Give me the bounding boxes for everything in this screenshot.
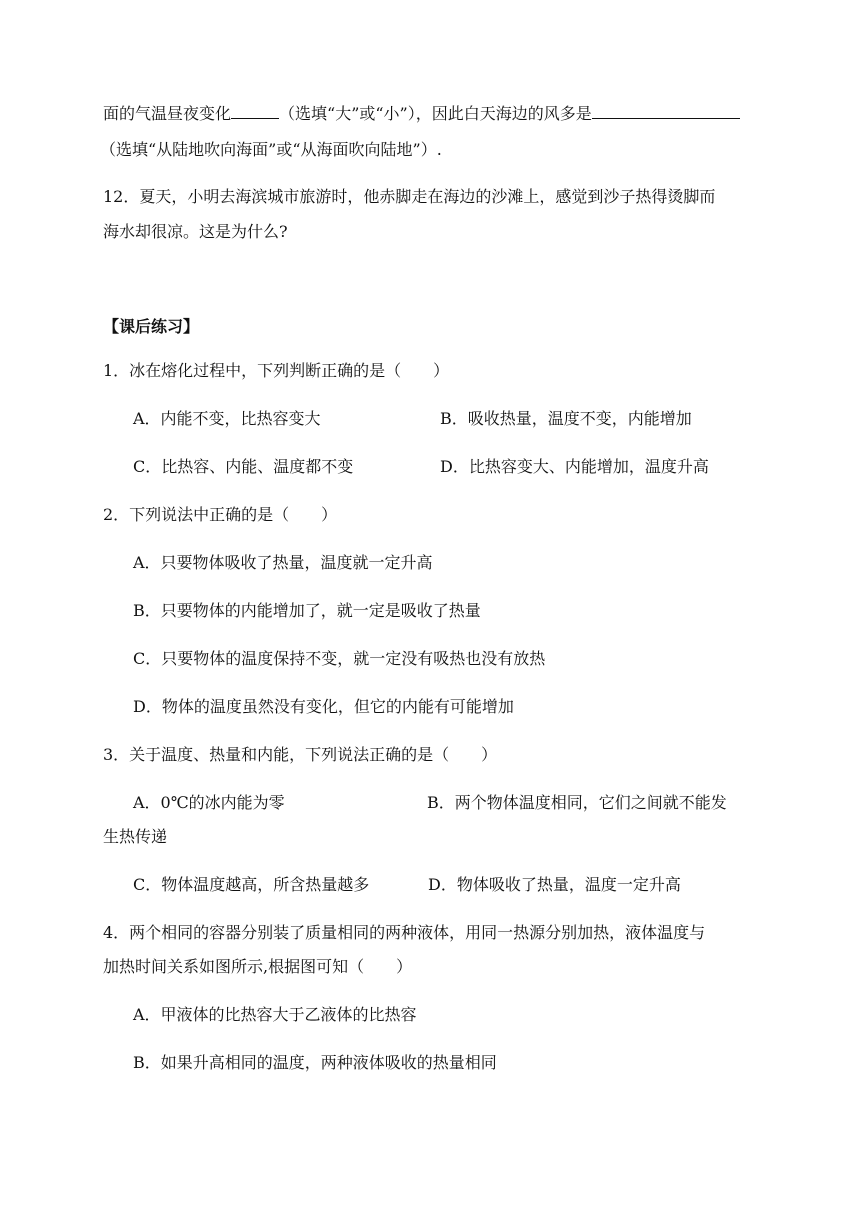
q2-option-b: B．只要物体的内能增加了，就一定是吸收了热量 — [133, 601, 481, 620]
q2-stem: 2．下列说法中正确的是（ ） — [103, 505, 338, 524]
q4-stem-line-1: 4．两个相同的容器分别装了质量相同的两种液体，用同一热源分别加热，液体温度与 — [103, 923, 706, 942]
q3-option-d: D．物体吸收了热量，温度一定升高 — [428, 875, 681, 894]
intro-line-1 — [103, 104, 740, 124]
q1-option-d: D．比热容变大、内能增加，温度升高 — [440, 457, 709, 476]
q3-option-a: A．0℃的冰内能为零 — [133, 793, 285, 812]
q12-line-2: 海水却很凉。这是为什么? — [103, 222, 288, 241]
q3-stem: 3．关于温度、热量和内能，下列说法正确的是（ ） — [103, 745, 498, 764]
q4-option-b: B．如果升高相同的温度，两种液体吸收的热量相同 — [133, 1053, 497, 1072]
answer-blank — [592, 104, 740, 119]
intro-text-a: 面的气温昼夜变化 — [103, 104, 232, 123]
q3-option-b-line1: B．两个物体温度相同，它们之间就不能发 — [427, 793, 727, 812]
q4-option-a: A．甲液体的比热容大于乙液体的比热容 — [133, 1005, 417, 1024]
q4-stem-line-2: 加热时间关系如图所示,根据图可知（ ） — [103, 957, 413, 976]
answer-blank — [231, 104, 279, 119]
q1-stem: 1．冰在熔化过程中，下列判断正确的是（ ） — [103, 361, 450, 380]
q2-option-d: D．物体的温度虽然没有变化，但它的内能有可能增加 — [133, 697, 514, 716]
q1-option-c: C．比热容、内能、温度都不变 — [133, 457, 354, 476]
q1-option-a: A．内能不变，比热容变大 — [133, 409, 321, 428]
q2-option-c: C．只要物体的温度保持不变，就一定没有吸热也没有放热 — [133, 649, 546, 668]
q1-option-b: B．吸收热量，温度不变，内能增加 — [440, 409, 692, 428]
q3-option-c: C．物体温度越高，所含热量越多 — [133, 875, 370, 894]
section-title: 【课后练习】 — [103, 317, 200, 336]
intro-text-b: （选填“大”或“小”），因此白天海边的风多是 — [279, 104, 592, 123]
intro-line-2: （选填“从陆地吹向海面”或“从海面吹向陆地”）. — [100, 140, 442, 159]
q3-option-b-line2: 生热传递 — [103, 827, 168, 846]
q2-option-a: A．只要物体吸收了热量，温度就一定升高 — [133, 553, 433, 572]
q12-line-1: 12．夏天，小明去海滨城市旅游时，他赤脚走在海边的沙滩上，感觉到沙子热得烫脚而 — [103, 187, 716, 206]
